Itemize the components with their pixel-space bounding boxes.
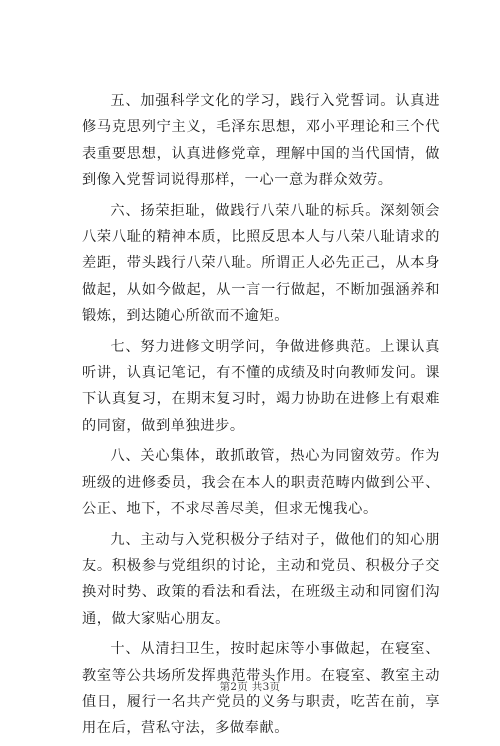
paragraph-7: 七、努力进修文明学问，争做进修典范。上课认真听讲，认真记笔记，有不懂的成绩及时向教师发问。课下认真复习，在期末复习时，竭力协助在进修上有艰难的同窗，做到单独进步。 [82,338,440,434]
paragraph-6: 六、扬荣拒耻，做践行八荣八耻的标兵。深刻领会八荣八耻的精神本质，比照反思本人与八荣八耻请求的差距，带头践行八荣八耻。所谓正人必先正己，从本身做起，从如今做起，从一言一行做起，不断加强涵养和锻炼，到达随心所欲而不逾矩。 [82,202,440,325]
paragraph-5: 五、加强科学文化的学习，践行入党誓词。认真进修马克思列宁主义，毛泽东思想，邓小平理论和三个代表重要思想，认真进修党章，理解中国的当代国情，做到像入党誓词说得那样，一心一意为群众效劳。 [82,93,440,189]
paragraph-8: 八、关心集体，敢抓敢管，热心为同窗效劳。作为班级的进修委员，我会在本人的职责范畴内做到公平、公正、地下，不求尽善尽美，但求无愧我心。 [82,448,440,518]
paragraph-9: 九、主动与入党积极分子结对子，做他们的知心朋友。积极参与党组织的讨论，主动和党员、积极分子交换对时势、政策的看法和看法，在班级主动和同窗们沟通，做大家贴心朋友。 [82,531,440,627]
document-body [82,88,440,746]
paragraph-10: 十、从清扫卫生，按时起床等小事做起，在寝室、教室等公共场所发挥典范带头作用。在寝室、教室主动值日，履行一名共产党员的义务与职责，吃苦在前，享用在后，营私守法，多做奉献。 [82,641,440,737]
page-number-footer: 第2页 共3页 [219,681,281,693]
